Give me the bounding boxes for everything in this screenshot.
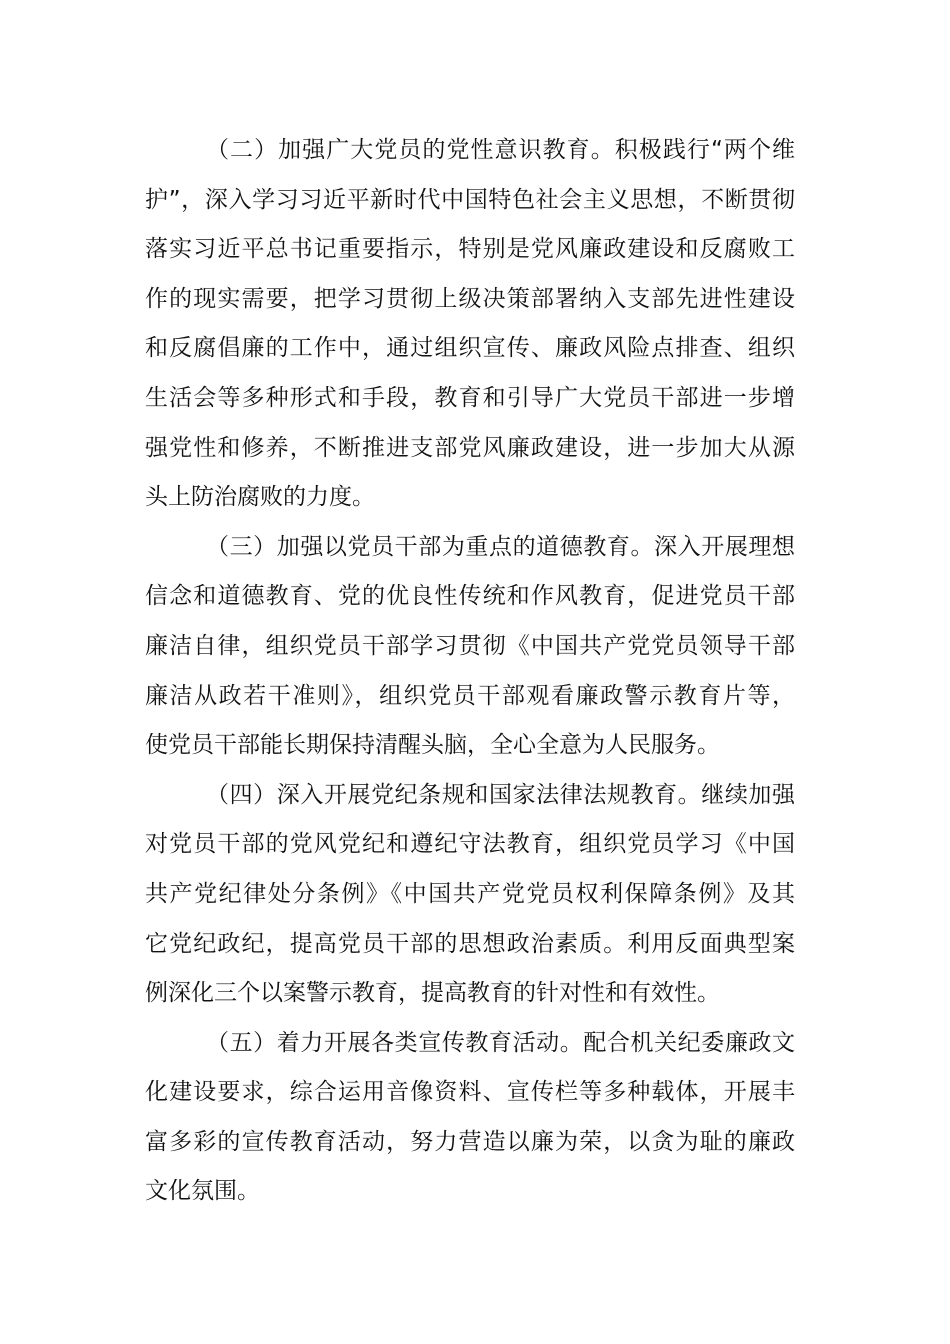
text-line: 它党纪政纪，提高党员干部的思想政治素质。利用反面典型案 (145, 930, 795, 957)
text-line: 廉洁自律，组织党员干部学习贯彻《中国共产党党员领导干部 (145, 632, 795, 659)
text-line: 文化氛围。 (145, 1178, 260, 1205)
text-line: 强党性和修养，不断推进支部党风廉政建设，进一步加大从源 (145, 434, 795, 461)
text-line: 头上防治腐败的力度。 (145, 484, 375, 511)
text-line: （四）深入开展党纪条规和国家法律法规教育。继续加强 (206, 781, 795, 808)
document-body (145, 126, 795, 1217)
text-line: 对党员干部的党风党纪和遵纪守法教育，组织党员学习《中国 (145, 831, 795, 858)
text-line: 落实习近平总书记重要指示，特别是党风廉政建设和反腐败工 (145, 236, 795, 263)
text-line: 例深化三个以案警示教育，提高教育的针对性和有效性。 (145, 980, 720, 1007)
text-line: 作的现实需要，把学习贯彻上级决策部署纳入支部先进性建设 (145, 285, 795, 312)
text-line: 使党员干部能长期保持清醒头脑，全心全意为人民服务。 (145, 732, 720, 759)
paragraph-4 (145, 771, 795, 1019)
paragraph-2 (145, 126, 795, 523)
paragraph-5 (145, 1019, 795, 1217)
paragraph-3 (145, 523, 795, 771)
text-line: 化建设要求，综合运用音像资料、宣传栏等多种载体，开展丰 (145, 1079, 795, 1106)
text-line: 共产党纪律处分条例》《中国共产党党员权利保障条例》及其 (145, 880, 795, 907)
text-line: 护”，深入学习习近平新时代中国特色社会主义思想，不断贯彻 (145, 186, 795, 213)
text-line: 生活会等多种形式和手段，教育和引导广大党员干部进一步增 (145, 384, 795, 411)
text-line: （二）加强广大党员的党性意识教育。积极践行“两个维 (206, 137, 795, 163)
text-line: 富多彩的宣传教育活动，努力营造以廉为荣，以贪为耻的廉政 (145, 1128, 795, 1155)
text-line: 信念和道德教育、党的优良性传统和作风教育，促进党员干部 (145, 583, 795, 610)
text-line: （三）加强以党员干部为重点的道德教育。深入开展理想 (206, 533, 795, 560)
text-line: 和反腐倡廉的工作中，通过组织宣传、廉政风险点排查、组织 (145, 335, 795, 362)
text-line: 廉洁从政若干准则》，组织党员干部观看廉政警示教育片等， (145, 682, 795, 709)
text-line: （五）着力开展各类宣传教育活动。配合机关纪委廉政文 (206, 1029, 795, 1056)
